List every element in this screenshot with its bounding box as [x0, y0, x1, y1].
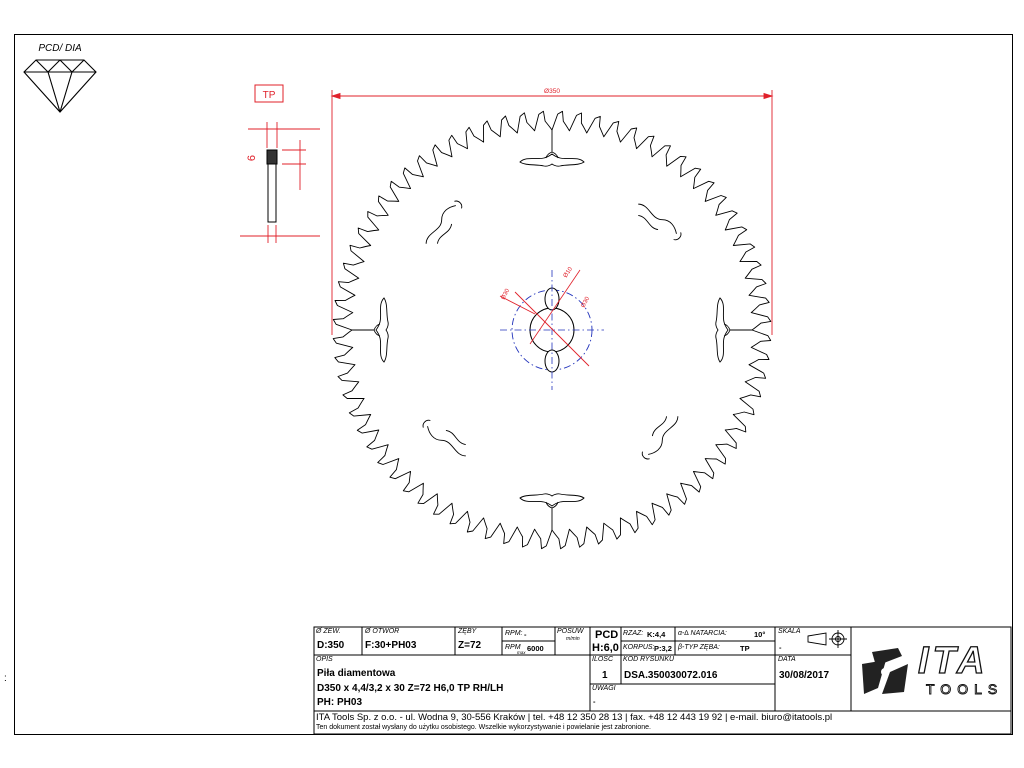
ita-logo-mark-icon [862, 648, 908, 694]
feed-unit: m/min [566, 636, 580, 642]
logo-sub: TOOLS [926, 681, 1004, 697]
drawing-code-value: DSA.350030072.016 [624, 670, 718, 681]
diagonal-damping-slot [633, 197, 683, 247]
kerf-value: K:4,4 [647, 630, 666, 639]
kerf-label: RZAZ: [623, 630, 644, 637]
logo-brand: ITA [918, 640, 989, 682]
tooth-type-tag: TP [262, 90, 276, 101]
rpm-value: - [524, 630, 527, 639]
rpm-max-label: RPM [505, 644, 521, 651]
feed-label: POSUW [557, 628, 584, 635]
tooth-type-label: β-TYP ZĘBA: [678, 644, 720, 651]
description-label: OPIS [316, 656, 333, 663]
bore-label: Ø OTWÓR [365, 628, 400, 635]
tip-height-value: H:6,0 [592, 642, 619, 654]
bore-dim-label-1: Ø30 [500, 288, 512, 301]
pinhole-dim-label: Ø10 [562, 266, 575, 280]
edge-mark: : [4, 673, 7, 684]
remarks-value: - [593, 697, 596, 706]
damping-slot [376, 298, 388, 362]
body-label: KORPUS: [623, 644, 655, 651]
date-value: 30/08/2017 [779, 670, 830, 681]
damping-slot [520, 154, 584, 166]
diagonal-damping-slot [421, 413, 471, 463]
diagonal-damping-slot [419, 199, 469, 249]
diameter-value: D:350 [317, 640, 345, 651]
drawing-code-label: KOD RYSUNKU [623, 656, 675, 663]
date-label: DATA [778, 656, 796, 663]
description-line-1: Piła diamentowa [317, 668, 396, 679]
company-contact-line: ITA Tools Sp. z o.o. - ul. Wodna 9, 30-556 Kraków | tel. +48 12 350 28 13 | fax. +48 12 443 19 92 | e-mail. biuro@itatools.pl [316, 712, 833, 723]
remarks-label: UWAGI [592, 685, 616, 692]
bore-value: F:30+PH03 [365, 640, 417, 651]
quantity-label: ILOŚĆ [592, 656, 614, 663]
tooth-profile [240, 85, 320, 243]
material-label: PCD/ DIA [38, 43, 82, 54]
projection-symbol-icon [808, 630, 847, 648]
damping-slot [716, 298, 728, 362]
scale-label: SKALA [778, 628, 801, 635]
cutting-angle-value: 10° [754, 630, 766, 639]
scale-value: - [779, 643, 782, 652]
rpm-max-value: 6000 [527, 644, 544, 653]
tooth-type-value: TP [740, 644, 750, 653]
diamond-icon [24, 60, 96, 112]
rpm-max-sub: max [517, 650, 526, 655]
material-value: PCD [595, 629, 619, 641]
damping-slot [520, 494, 584, 506]
saw-blade [333, 111, 771, 549]
description-line-3: PH: PH03 [317, 697, 363, 708]
tooth-height-dim: 6 [246, 154, 258, 162]
teeth-label: ZĘBY [458, 628, 477, 635]
diagonal-damping-slot [635, 411, 685, 461]
description-line-2: D350 x 4,4/3,2 x 30 Z=72 H6,0 TP RH/LH [317, 683, 504, 694]
body-value: P:3,2 [654, 644, 672, 653]
quantity-value: 1 [602, 670, 608, 681]
rpm-label: RPM: [505, 630, 523, 637]
confidentiality-notice: Ten dokument został wysłany do użytku osobistego. Wszelkie wykorzystywanie i powielanie jest zabronione. [316, 724, 651, 731]
diameter-label: Ø ZEW. [316, 628, 341, 635]
outer-diameter-label: Ø350 [544, 88, 560, 95]
bore-dim-label-2: Ø30 [580, 296, 592, 309]
center-bore [500, 270, 604, 390]
cutting-angle-label: α-∆ NATARCIA: [678, 630, 727, 637]
teeth-value: Z=72 [458, 640, 482, 651]
